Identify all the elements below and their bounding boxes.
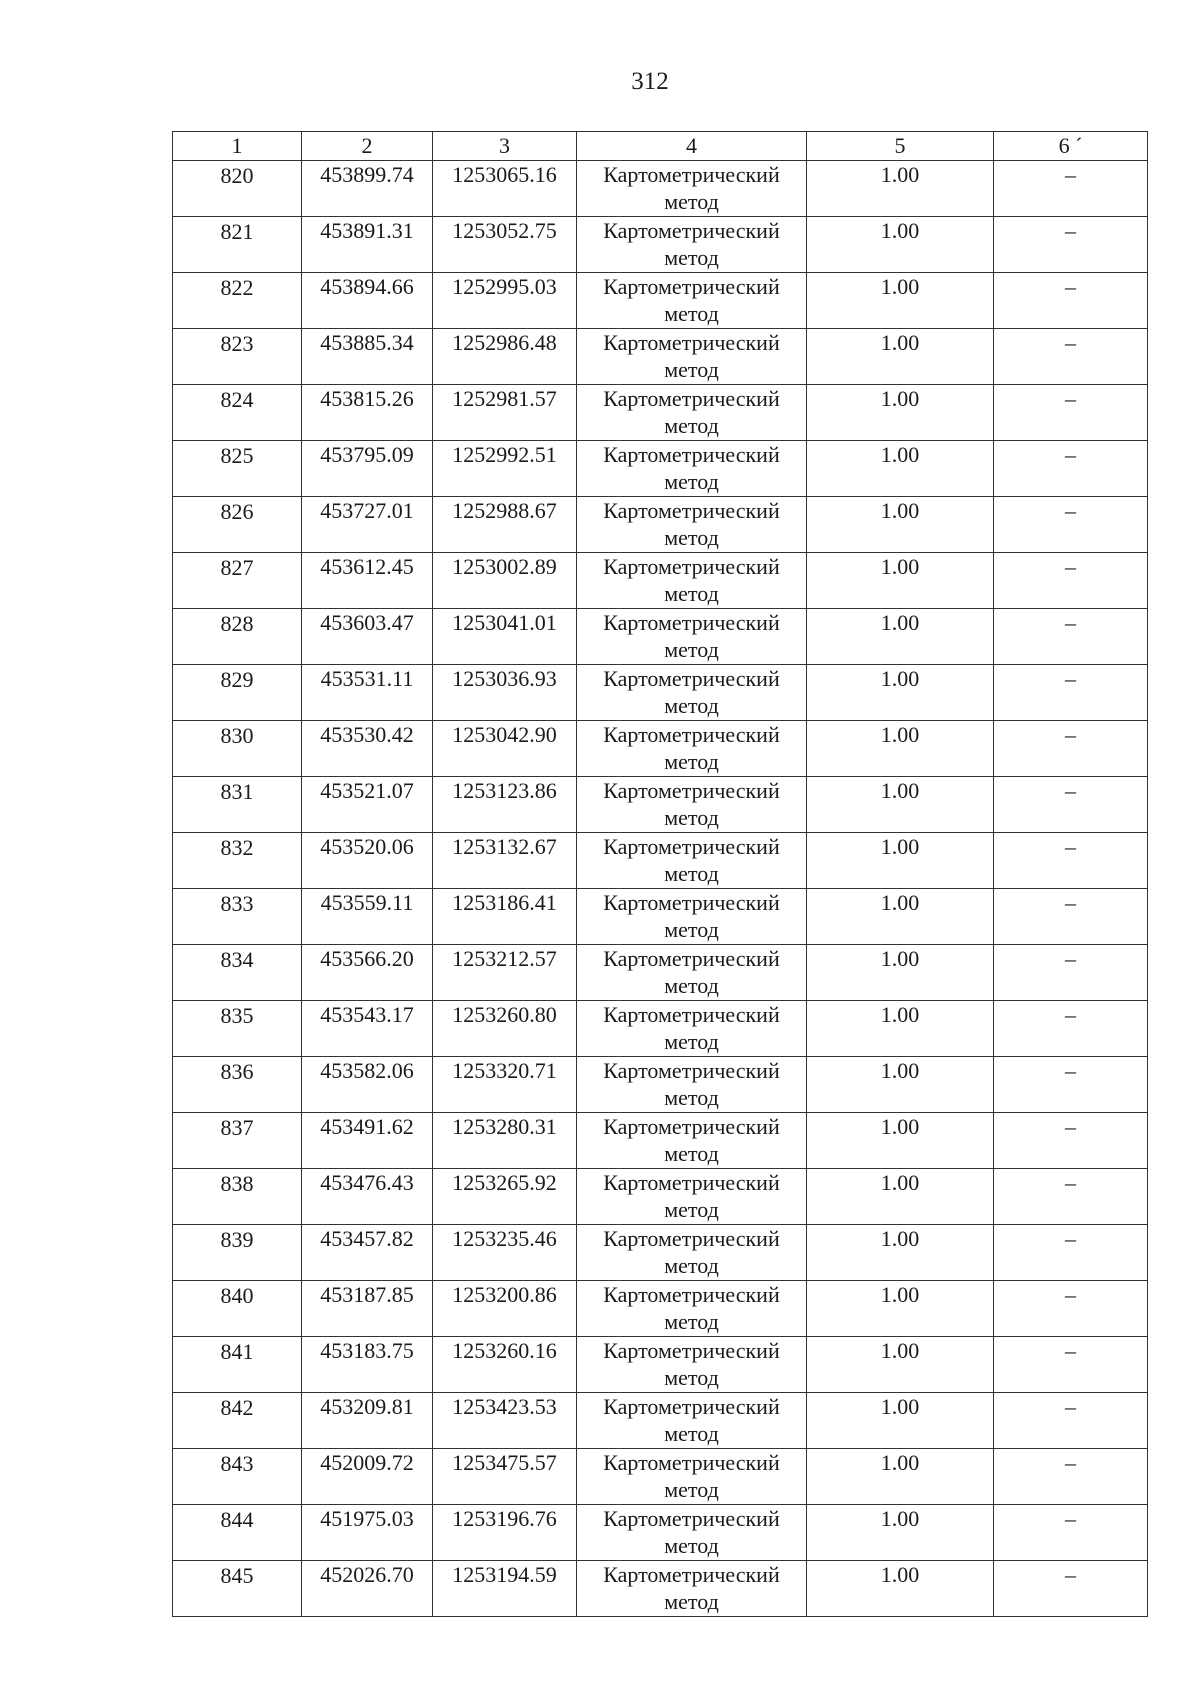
note-cell: – [994,161,1148,217]
coordinate-y-cell: 1253320.71 [433,1057,577,1113]
coordinate-x-cell: 453521.07 [302,777,433,833]
accuracy-cell: 1.00 [807,1225,994,1281]
note-cell: – [994,1337,1148,1393]
table-row [173,1393,1148,1449]
method-line-2: метод [664,1029,719,1054]
point-number-cell: 835 [173,1001,302,1057]
coordinate-y-cell: 1253123.86 [433,777,577,833]
method-line-1: Картометрический [603,498,780,523]
point-number-cell: 842 [173,1393,302,1449]
method-cell [577,1449,807,1505]
point-number-cell: 838 [173,1169,302,1225]
note-cell: – [994,1057,1148,1113]
method-cell [577,833,807,889]
coordinate-y-cell: 1253280.31 [433,1113,577,1169]
method-cell [577,1001,807,1057]
table-body [173,161,1148,1617]
point-number-cell: 827 [173,553,302,609]
coordinate-x-cell: 452009.72 [302,1449,433,1505]
coordinate-y-cell: 1253065.16 [433,161,577,217]
method-line-1: Картометрический [603,1450,780,1475]
accuracy-cell: 1.00 [807,721,994,777]
coordinate-y-cell: 1253002.89 [433,553,577,609]
table-row [173,1169,1148,1225]
note-cell: – [994,1505,1148,1561]
note-cell: – [994,1169,1148,1225]
method-line-2: метод [664,1477,719,1502]
accuracy-cell: 1.00 [807,1505,994,1561]
method-cell [577,889,807,945]
point-number-cell: 833 [173,889,302,945]
coordinate-x-cell: 453476.43 [302,1169,433,1225]
method-line-2: метод [664,637,719,662]
point-number-cell: 826 [173,497,302,553]
note-cell: – [994,273,1148,329]
method-cell [577,553,807,609]
note-cell: – [994,1393,1148,1449]
method-line-2: метод [664,1589,719,1614]
point-number-cell: 837 [173,1113,302,1169]
note-cell: – [994,1225,1148,1281]
table-row [173,385,1148,441]
table-row [173,833,1148,889]
point-number-cell: 839 [173,1225,302,1281]
point-number-cell: 844 [173,1505,302,1561]
method-line-2: метод [664,525,719,550]
coordinate-x-cell: 453894.66 [302,273,433,329]
coordinate-y-cell: 1253265.92 [433,1169,577,1225]
note-cell: – [994,441,1148,497]
coordinate-y-cell: 1253041.01 [433,609,577,665]
coordinate-y-cell: 1253186.41 [433,889,577,945]
accuracy-cell: 1.00 [807,1001,994,1057]
coordinate-y-cell: 1253200.86 [433,1281,577,1337]
method-line-2: метод [664,413,719,438]
method-cell [577,385,807,441]
header-cell-3: 3 [433,132,577,161]
accuracy-cell: 1.00 [807,1393,994,1449]
header-cell-1: 1 [173,132,302,161]
method-line-2: метод [664,1309,719,1334]
table-row [173,609,1148,665]
coordinate-x-cell: 453457.82 [302,1225,433,1281]
method-cell [577,1169,807,1225]
note-cell: – [994,1001,1148,1057]
method-cell [577,1337,807,1393]
point-number-cell: 829 [173,665,302,721]
accuracy-cell: 1.00 [807,273,994,329]
method-cell [577,777,807,833]
method-line-1: Картометрический [603,1338,780,1363]
point-number-cell: 845 [173,1561,302,1617]
method-line-2: метод [664,861,719,886]
accuracy-cell: 1.00 [807,945,994,1001]
method-line-2: метод [664,1141,719,1166]
coordinate-x-cell: 453795.09 [302,441,433,497]
table-row [173,1225,1148,1281]
accuracy-cell: 1.00 [807,441,994,497]
coordinate-y-cell: 1252988.67 [433,497,577,553]
note-cell: – [994,721,1148,777]
note-cell: – [994,1281,1148,1337]
method-line-2: метод [664,357,719,382]
method-line-1: Картометрический [603,1562,780,1587]
note-cell: – [994,945,1148,1001]
note-cell: – [994,889,1148,945]
accuracy-cell: 1.00 [807,385,994,441]
method-line-2: метод [664,469,719,494]
note-cell: – [994,777,1148,833]
table-row [173,721,1148,777]
page-number: 312 [631,68,669,95]
coordinate-x-cell: 453530.42 [302,721,433,777]
method-line-1: Картометрический [603,666,780,691]
accuracy-cell: 1.00 [807,1169,994,1225]
method-line-2: метод [664,917,719,942]
accuracy-cell: 1.00 [807,553,994,609]
table-row [173,889,1148,945]
note-cell: – [994,1561,1148,1617]
coordinate-y-cell: 1252992.51 [433,441,577,497]
table-row [173,945,1148,1001]
method-line-1: Картометрический [603,218,780,243]
note-cell: – [994,217,1148,273]
coordinate-x-cell: 453531.11 [302,665,433,721]
method-cell [577,497,807,553]
point-number-cell: 841 [173,1337,302,1393]
method-line-1: Картометрический [603,1114,780,1139]
note-cell: – [994,1449,1148,1505]
method-line-2: метод [664,1421,719,1446]
coordinate-x-cell: 453559.11 [302,889,433,945]
point-number-cell: 840 [173,1281,302,1337]
note-cell: – [994,497,1148,553]
coordinate-x-cell: 453727.01 [302,497,433,553]
header-cell-2: 2 [302,132,433,161]
coordinate-x-cell: 453491.62 [302,1113,433,1169]
point-number-cell: 821 [173,217,302,273]
accuracy-cell: 1.00 [807,665,994,721]
coordinate-y-cell: 1252981.57 [433,385,577,441]
coordinate-x-cell: 453209.81 [302,1393,433,1449]
table-row [173,1281,1148,1337]
method-line-1: Картометрический [603,1170,780,1195]
method-line-2: метод [664,1365,719,1390]
coordinate-y-cell: 1252986.48 [433,329,577,385]
method-cell [577,945,807,1001]
coordinate-y-cell: 1252995.03 [433,273,577,329]
point-number-cell: 831 [173,777,302,833]
table-row [173,665,1148,721]
method-cell [577,329,807,385]
method-cell [577,1225,807,1281]
table-row [173,273,1148,329]
method-line-2: метод [664,749,719,774]
coordinate-y-cell: 1253052.75 [433,217,577,273]
coordinate-y-cell: 1253212.57 [433,945,577,1001]
method-line-2: метод [664,581,719,606]
method-line-2: метод [664,1197,719,1222]
method-line-1: Картометрический [603,890,780,915]
coordinate-y-cell: 1253423.53 [433,1393,577,1449]
method-cell [577,1561,807,1617]
header-cell-6: 6 ´ [994,132,1148,161]
coordinate-x-cell: 451975.03 [302,1505,433,1561]
note-cell: – [994,553,1148,609]
accuracy-cell: 1.00 [807,329,994,385]
coordinate-x-cell: 453885.34 [302,329,433,385]
method-line-1: Картометрический [603,1002,780,1027]
accuracy-cell: 1.00 [807,161,994,217]
method-line-1: Картометрический [603,386,780,411]
note-cell: – [994,833,1148,889]
coordinate-y-cell: 1253194.59 [433,1561,577,1617]
accuracy-cell: 1.00 [807,1113,994,1169]
coordinate-y-cell: 1253036.93 [433,665,577,721]
method-line-2: метод [664,301,719,326]
accuracy-cell: 1.00 [807,217,994,273]
method-line-1: Картометрический [603,610,780,635]
note-cell: – [994,1113,1148,1169]
coordinate-x-cell: 452026.70 [302,1561,433,1617]
table-row [173,777,1148,833]
coordinate-y-cell: 1253132.67 [433,833,577,889]
method-cell [577,217,807,273]
coordinate-x-cell: 453520.06 [302,833,433,889]
table-row [173,161,1148,217]
coordinate-x-cell: 453566.20 [302,945,433,1001]
point-number-cell: 828 [173,609,302,665]
method-line-1: Картометрический [603,1226,780,1251]
note-cell: – [994,329,1148,385]
method-line-2: метод [664,1253,719,1278]
note-cell: – [994,609,1148,665]
coordinate-x-cell: 453603.47 [302,609,433,665]
accuracy-cell: 1.00 [807,1449,994,1505]
method-cell [577,665,807,721]
point-number-cell: 843 [173,1449,302,1505]
table-row [173,441,1148,497]
note-cell: – [994,385,1148,441]
table-row [173,1001,1148,1057]
method-cell [577,273,807,329]
method-line-2: метод [664,973,719,998]
method-line-1: Картометрический [603,1282,780,1307]
note-cell: – [994,665,1148,721]
table-row [173,1057,1148,1113]
header-cell-4: 4 [577,132,807,161]
point-number-cell: 820 [173,161,302,217]
method-line-1: Картометрический [603,1058,780,1083]
coordinate-y-cell: 1253260.80 [433,1001,577,1057]
method-line-1: Картометрический [603,1394,780,1419]
point-number-cell: 825 [173,441,302,497]
method-line-2: метод [664,805,719,830]
method-cell [577,1057,807,1113]
accuracy-cell: 1.00 [807,833,994,889]
accuracy-cell: 1.00 [807,1561,994,1617]
table-row [173,553,1148,609]
coordinate-x-cell: 453187.85 [302,1281,433,1337]
method-cell [577,441,807,497]
accuracy-cell: 1.00 [807,609,994,665]
accuracy-cell: 1.00 [807,1337,994,1393]
coordinate-y-cell: 1253475.57 [433,1449,577,1505]
table-row [173,217,1148,273]
method-line-1: Картометрический [603,554,780,579]
method-line-2: метод [664,245,719,270]
method-cell [577,1505,807,1561]
coordinate-x-cell: 453891.31 [302,217,433,273]
coordinate-x-cell: 453899.74 [302,161,433,217]
method-line-1: Картометрический [603,442,780,467]
point-number-cell: 830 [173,721,302,777]
method-line-1: Картометрический [603,946,780,971]
coordinate-x-cell: 453543.17 [302,1001,433,1057]
accuracy-cell: 1.00 [807,1057,994,1113]
point-number-cell: 824 [173,385,302,441]
method-line-1: Картометрический [603,722,780,747]
coordinate-x-cell: 453612.45 [302,553,433,609]
method-line-1: Картометрический [603,274,780,299]
method-line-2: метод [664,1533,719,1558]
method-line-2: метод [664,1085,719,1110]
method-line-1: Картометрический [603,778,780,803]
method-line-2: метод [664,693,719,718]
method-cell [577,161,807,217]
table-row [173,1505,1148,1561]
coordinate-y-cell: 1253260.16 [433,1337,577,1393]
method-cell [577,1281,807,1337]
coordinates-table [172,131,1148,1617]
table-row [173,329,1148,385]
method-line-1: Картометрический [603,162,780,187]
coordinate-x-cell: 453582.06 [302,1057,433,1113]
table-header-row [173,132,1148,161]
method-cell [577,721,807,777]
table-row [173,1561,1148,1617]
point-number-cell: 836 [173,1057,302,1113]
coordinate-y-cell: 1253042.90 [433,721,577,777]
coordinate-y-cell: 1253235.46 [433,1225,577,1281]
coordinates-table-container [172,131,1147,1617]
method-line-1: Картометрический [603,834,780,859]
method-cell [577,1393,807,1449]
method-line-2: метод [664,189,719,214]
coordinate-y-cell: 1253196.76 [433,1505,577,1561]
point-number-cell: 823 [173,329,302,385]
accuracy-cell: 1.00 [807,889,994,945]
coordinate-x-cell: 453815.26 [302,385,433,441]
table-row [173,1449,1148,1505]
point-number-cell: 832 [173,833,302,889]
accuracy-cell: 1.00 [807,777,994,833]
accuracy-cell: 1.00 [807,497,994,553]
table-row [173,497,1148,553]
method-cell [577,609,807,665]
accuracy-cell: 1.00 [807,1281,994,1337]
method-line-1: Картометрический [603,330,780,355]
table-row [173,1113,1148,1169]
coordinate-x-cell: 453183.75 [302,1337,433,1393]
table-row [173,1337,1148,1393]
point-number-cell: 834 [173,945,302,1001]
header-cell-5: 5 [807,132,994,161]
method-line-1: Картометрический [603,1506,780,1531]
method-cell [577,1113,807,1169]
point-number-cell: 822 [173,273,302,329]
